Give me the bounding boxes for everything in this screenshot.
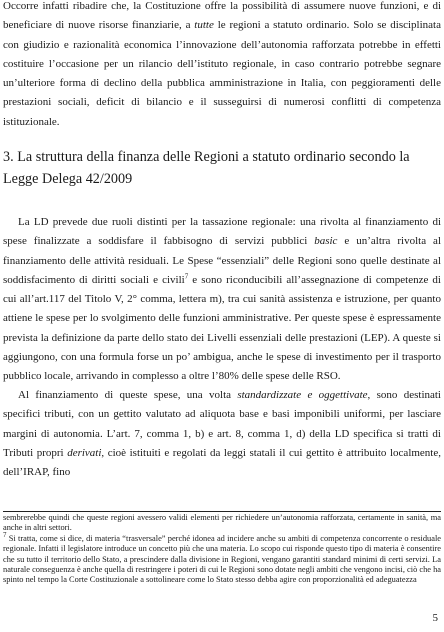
paragraph-2-text-c: e sono riconducibili all’assegnazione di competenze di cui all’art.117 del Titolo V, 2° comma, lettera m), tra cui sanità assistenza e istruzione, per quanto attiene le spese per lo svolgimento delle funzioni amministrative. Per queste spese è espressamente prevista la definizione da parte dello stato dei Livelli essenziali delle prestazioni (LEP). A queste si aggiungono, con una formula forse un po’ ambigua, anche le spese di investimento per il trasporto pubblico locale, arrivando in complesso a oltre l’80% delle spese delle RSO. bbox=[3, 273, 441, 383]
footnote-7-number: 7 bbox=[3, 531, 7, 540]
paragraph-2-italic-basic: basic bbox=[314, 235, 338, 248]
paragraph-3-text-c: , cioè istituiti e regolati da leggi statali il cui gettito è attribuito localmente, dell’IRAP, fino bbox=[3, 446, 441, 479]
paragraph-1 bbox=[3, 0, 441, 132]
paragraph-3-text-b: , sono destinati specifici tributi, con un gettito valutato ad aliquota base e basi imponibili uniformi, per lasciare margini di autonomia. L’art. 7, comma 1, b) e art. 8, comma 1, d) della LD specifica si tratti di Tributi propri bbox=[3, 389, 441, 459]
paragraph-1-italic: tutte bbox=[194, 19, 214, 32]
footnote-reference-7[interactable]: 7 bbox=[184, 272, 189, 281]
footnote-7 bbox=[3, 531, 441, 586]
paragraph-3-italic-1: standardizzate e oggettivate bbox=[237, 389, 368, 401]
paragraph-2-text-a: La LD prevede due ruoli distinti per la tassazione regionale: una rivolta al finanziamento di spese finalizzate a soddisfare il fabbisogno di servizi pubblici bbox=[3, 216, 441, 248]
paragraph-2 bbox=[3, 213, 441, 387]
paragraph-3-italic-2: derivati bbox=[67, 446, 102, 459]
paragraph-1-text-a: Occorre infatti ribadire che, la Costituzione offre la possibilità di assumere nuove funzioni, e di beneficiare di nuove risorse finanziarie, a bbox=[3, 0, 441, 32]
paragraph-3 bbox=[3, 386, 441, 482]
paragraph-3-text-a: Al finanziamento di queste spese, una volta bbox=[18, 389, 238, 401]
footnote-divider bbox=[3, 511, 441, 512]
footnotes bbox=[3, 513, 441, 586]
footnote-continuation: sembrerebbe quindi che queste regioni avessero validi elementi per richiedere un’autonomia rafforzata, certamente in sanità, ma anche in altri settori. bbox=[3, 513, 441, 533]
page-number: 5 bbox=[432, 612, 438, 624]
paragraph-1-text-b: le regioni a statuto ordinario. Solo se disciplinata con giudizio e razionalità economica l’innovazione dell’autonomia rafforzata potrebbe in effetti costituire l’occasione per un rilancio dell’istituto regionale, in caso contrario potrebbe segnare un’ulteriore forma di declino della pubblica amministrazione in Italia, con peggioramenti delle prestazioni sociali, deficit di bilancio e il susseguirsi di numerosi conflitti di competenza istituzionale. bbox=[3, 19, 441, 128]
footnote-7-text: Si tratta, come si dice, di materia “trasversale” perché idonea ad incidere anche su ambiti di competenza concorrente o residuale regionale. Infatti il legislatore introduce un concetto più che una materia. Lo scopo cui risponde questo tipo di materia è consentire che su tutto il territorio dello Stato, a prescindere dalla divisione in Regioni, vengano garantiti standard minimi di certi servizi. La naturale conseguenza è anche quella di restringere i poteri di cui le Regioni sono dotate negli ambiti che vengono incisi, ciò che ha spinto nel tempo la Corte Costituzionale a sottolineare come lo Stato stesso debba agire con proporzionalità ed adeguatezza bbox=[3, 533, 441, 585]
section-heading: 3. La struttura della finanza delle Regioni a statuto ordinario secondo la Legge Delega 42/2009 bbox=[3, 149, 410, 187]
paragraph-2-text-b: e un’altra rivolta al finanziamento delle attività residuali. Le Spese “essenziali” delle Regioni sono quelle destinate al soddisfacimento di diritti sociali e civili bbox=[3, 235, 441, 286]
